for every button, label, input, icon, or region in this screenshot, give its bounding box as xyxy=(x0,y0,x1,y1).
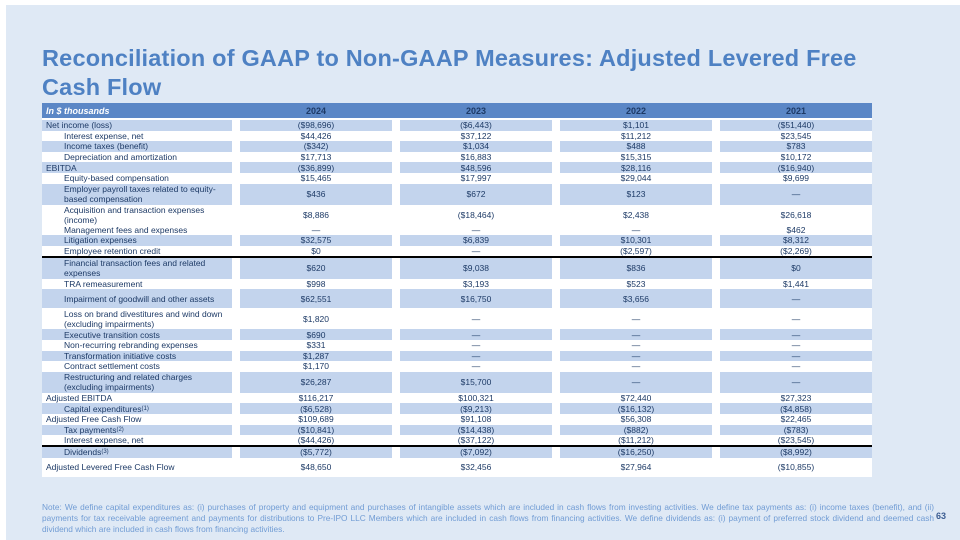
table-row xyxy=(42,205,872,225)
page-title xyxy=(42,44,942,101)
cell-value-2021: ($2,269) xyxy=(780,245,812,256)
cell-value-2021: ($16,940) xyxy=(720,162,872,173)
cell-value-2023: $32,456 xyxy=(460,462,492,473)
cell-value-2022: $3,656 xyxy=(560,289,712,308)
cell-value-2024: $32,575 xyxy=(240,235,392,246)
row-label: Non-recurring rebranding expenses xyxy=(64,340,198,351)
row-label: Employee retention credit xyxy=(64,245,161,256)
cell-value-2023: $100,321 xyxy=(458,393,494,404)
row-label: Litigation expenses xyxy=(42,235,232,246)
row-label: Capital expenditures (1) xyxy=(42,403,232,414)
cell-value-2024: $331 xyxy=(306,340,326,351)
cell-value-2023: — xyxy=(471,340,481,351)
cell-value-2022: ($882) xyxy=(560,425,712,436)
cell-value-2024: ($342) xyxy=(240,141,392,152)
cell-value-2021: — xyxy=(791,340,801,351)
cell-value-2023: — xyxy=(471,361,481,372)
cell-value-2021: — xyxy=(720,351,872,362)
cell-value-2022: ($11,212) xyxy=(618,435,654,446)
table-row xyxy=(42,152,872,163)
table-row xyxy=(42,184,872,205)
cell-value-2021: $22,465 xyxy=(780,414,812,425)
cell-value-2023: — xyxy=(471,224,481,235)
cell-value-2023: $1,034 xyxy=(400,141,552,152)
table-row xyxy=(42,225,872,236)
cell-value-2023: — xyxy=(400,329,552,340)
cell-value-2022: $523 xyxy=(626,279,646,290)
cell-value-2024: — xyxy=(311,224,321,235)
row-label: Dividends (3) xyxy=(42,447,232,458)
table-row xyxy=(42,258,872,279)
table-row xyxy=(42,131,872,142)
cell-value-2023: $16,750 xyxy=(400,289,552,308)
cell-value-2024: $1,820 xyxy=(303,313,329,324)
table-row xyxy=(42,308,872,329)
cell-value-2021: ($8,992) xyxy=(720,447,872,458)
cell-value-2023: $48,596 xyxy=(400,162,552,173)
page-number: 63 xyxy=(935,511,946,521)
table-row xyxy=(42,393,872,404)
cell-value-2022: — xyxy=(631,313,641,324)
cell-value-2022: $11,212 xyxy=(620,130,652,141)
column-header-2024: 2024 xyxy=(305,105,327,116)
cell-value-2023: ($18,464) xyxy=(457,209,495,220)
column-header-2021: 2021 xyxy=(785,105,807,116)
cell-value-2023: $9,038 xyxy=(400,258,552,279)
row-label: Restructuring and related charges (excluding impairments) xyxy=(42,372,232,393)
cell-value-2024: $17,713 xyxy=(300,152,332,163)
cell-value-2022: $836 xyxy=(560,258,712,279)
reconciliation-table xyxy=(42,103,872,477)
cell-value-2022: ($16,132) xyxy=(560,403,712,414)
row-label: Interest expense, net xyxy=(64,130,144,141)
slide-left-margin xyxy=(0,0,6,540)
row-label: Employer payroll taxes related to equity-based compensation xyxy=(42,184,232,205)
cell-value-2024: $109,689 xyxy=(298,414,334,425)
cell-value-2022: $15,315 xyxy=(620,152,652,163)
table-row xyxy=(42,246,872,258)
cell-value-2022: ($2,597) xyxy=(620,245,652,256)
table-row xyxy=(42,329,872,340)
cell-value-2022: $28,116 xyxy=(560,162,712,173)
cell-value-2021: ($51,440) xyxy=(720,120,872,131)
cell-value-2022: — xyxy=(631,340,641,351)
cell-value-2021: $462 xyxy=(786,224,806,235)
cell-value-2022: $488 xyxy=(560,141,712,152)
row-label: Contract settlement costs xyxy=(64,361,160,372)
cell-value-2024: ($6,528) xyxy=(240,403,392,414)
cell-value-2024: ($36,899) xyxy=(240,162,392,173)
cell-value-2022: $72,440 xyxy=(620,393,652,404)
cell-value-2023: $3,193 xyxy=(463,279,489,290)
table-row xyxy=(42,162,872,173)
cell-value-2022: $1,101 xyxy=(560,120,712,131)
table-row xyxy=(42,279,872,290)
cell-value-2021: $23,545 xyxy=(780,130,812,141)
cell-value-2022: — xyxy=(560,351,712,362)
cell-value-2021: $26,618 xyxy=(780,209,812,220)
table-row xyxy=(42,403,872,414)
cell-value-2021: ($4,858) xyxy=(720,403,872,414)
cell-value-2024: $690 xyxy=(240,329,392,340)
row-label: Interest expense, net xyxy=(64,435,144,446)
cell-value-2022: — xyxy=(631,361,641,372)
cell-value-2023: ($9,213) xyxy=(400,403,552,414)
footnote: Note: We define capital expenditures as: (i) purchases of property and equipment and purchases of intangible assets which are included in cash flows from investing activities. We define tax payments as: (i) income taxes (benefit), and (ii) payments for tax receivable agreement and payments for distributions to Pre-IPO LLC Members which are included in cash flows from financing activities. We define dividends as: (i) payment of preferred stock dividend and deemed cash dividend which are included in cash flows from financing activities. xyxy=(42,502,934,535)
cell-value-2024: ($98,696) xyxy=(240,120,392,131)
table-row xyxy=(42,414,872,425)
cell-value-2024: $620 xyxy=(240,258,392,279)
cell-value-2021: — xyxy=(720,372,872,393)
cell-value-2021: $10,172 xyxy=(780,152,812,163)
row-label: Depreciation and amortization xyxy=(64,152,177,163)
cell-value-2022: $123 xyxy=(560,184,712,205)
table-row xyxy=(42,361,872,372)
cell-value-2023: $6,839 xyxy=(400,235,552,246)
cell-value-2024: $116,217 xyxy=(298,393,334,404)
table-body xyxy=(42,118,872,477)
cell-value-2023: — xyxy=(471,245,481,256)
row-label: Tax payments (2) xyxy=(42,425,232,436)
row-label: Acquisition and transaction expenses (income) xyxy=(64,204,205,225)
cell-value-2023: — xyxy=(471,313,481,324)
table-row xyxy=(42,289,872,308)
cell-value-2022: $10,301 xyxy=(560,235,712,246)
cell-value-2021: ($783) xyxy=(720,425,872,436)
cell-value-2024: ($10,841) xyxy=(240,425,392,436)
table-header-row xyxy=(42,103,872,118)
table-row xyxy=(42,120,872,131)
cell-value-2024: $48,650 xyxy=(300,462,332,473)
cell-value-2021: $9,699 xyxy=(783,173,809,184)
row-label: Adjusted EBITDA xyxy=(46,393,113,404)
table-row xyxy=(42,235,872,246)
cell-value-2022: — xyxy=(560,372,712,393)
cell-value-2021: $27,323 xyxy=(780,393,812,404)
row-label: Executive transition costs xyxy=(42,329,232,340)
cell-value-2023: ($37,122) xyxy=(457,435,495,446)
cell-value-2024: $1,170 xyxy=(303,361,329,372)
cell-value-2021: $783 xyxy=(720,141,872,152)
table-row xyxy=(42,351,872,362)
row-label: EBITDA xyxy=(42,162,232,173)
cell-value-2024: $8,886 xyxy=(303,209,329,220)
cell-value-2021: — xyxy=(720,289,872,308)
table-row xyxy=(42,458,872,477)
cell-value-2021: $1,441 xyxy=(783,279,809,290)
table-row xyxy=(42,141,872,152)
cell-value-2024: ($44,426) xyxy=(297,435,335,446)
table-row xyxy=(42,173,872,184)
cell-value-2024: $62,551 xyxy=(240,289,392,308)
row-label: Adjusted Levered Free Cash Flow xyxy=(46,462,175,473)
cell-value-2024: $0 xyxy=(311,245,321,256)
cell-value-2022: $29,044 xyxy=(620,173,652,184)
cell-value-2023: ($6,443) xyxy=(400,120,552,131)
cell-value-2021: — xyxy=(791,361,801,372)
cell-value-2024: $998 xyxy=(306,279,326,290)
cell-value-2021: ($23,545) xyxy=(777,435,815,446)
row-label: Adjusted Free Cash Flow xyxy=(46,414,142,425)
cell-value-2023: $15,700 xyxy=(400,372,552,393)
cell-value-2021: — xyxy=(720,184,872,205)
cell-value-2023: $17,997 xyxy=(460,173,492,184)
row-label: TRA remeasurement xyxy=(64,279,143,290)
row-label: Equity-based compensation xyxy=(64,173,169,184)
cell-value-2022: $2,438 xyxy=(623,209,649,220)
cell-value-2022: — xyxy=(560,329,712,340)
cell-value-2023: ($7,092) xyxy=(400,447,552,458)
row-label: Loss on brand divestitures and wind down (excluding impairments) xyxy=(64,308,223,329)
cell-value-2023: — xyxy=(400,351,552,362)
cell-value-2022: ($16,250) xyxy=(560,447,712,458)
cell-value-2024: $44,426 xyxy=(300,130,332,141)
row-label: Transformation initiative costs xyxy=(42,351,232,362)
row-label: Net income (loss) xyxy=(42,120,232,131)
cell-value-2021: ($10,855) xyxy=(777,462,815,473)
cell-value-2024: ($5,772) xyxy=(240,447,392,458)
cell-value-2023: $37,122 xyxy=(460,130,492,141)
table-row xyxy=(42,340,872,351)
table-row xyxy=(42,435,872,447)
row-label: Impairment of goodwill and other assets xyxy=(42,289,232,308)
page-title-line2: Cash Flow xyxy=(42,73,162,100)
table-row xyxy=(42,372,872,393)
table-row xyxy=(42,425,872,436)
cell-value-2024: $1,287 xyxy=(240,351,392,362)
cell-value-2022: $27,964 xyxy=(620,462,652,473)
cell-value-2021: — xyxy=(720,329,872,340)
cell-value-2024: $15,465 xyxy=(300,173,332,184)
table-row xyxy=(42,447,872,458)
row-label: Management fees and expenses xyxy=(64,224,188,235)
cell-value-2023: $91,108 xyxy=(460,414,492,425)
cell-value-2024: $436 xyxy=(240,184,392,205)
table-unit-label: In $ thousands xyxy=(46,105,110,116)
slide-top-margin xyxy=(0,0,960,5)
cell-value-2023: $672 xyxy=(400,184,552,205)
cell-value-2022: $56,308 xyxy=(620,414,652,425)
column-header-2022: 2022 xyxy=(625,105,647,116)
cell-value-2021: $8,312 xyxy=(720,235,872,246)
cell-value-2023: $16,883 xyxy=(460,152,492,163)
page-title-line1: Reconciliation of GAAP to Non-GAAP Measures: Adjusted Levered Free xyxy=(42,45,857,71)
cell-value-2022: — xyxy=(631,224,641,235)
cell-value-2023: ($14,438) xyxy=(400,425,552,436)
cell-value-2021: — xyxy=(791,313,801,324)
column-header-2023: 2023 xyxy=(465,105,487,116)
row-label: Income taxes (benefit) xyxy=(42,141,232,152)
row-label: Financial transaction fees and related expenses xyxy=(42,258,232,279)
cell-value-2021: $0 xyxy=(720,258,872,279)
cell-value-2024: $26,287 xyxy=(240,372,392,393)
